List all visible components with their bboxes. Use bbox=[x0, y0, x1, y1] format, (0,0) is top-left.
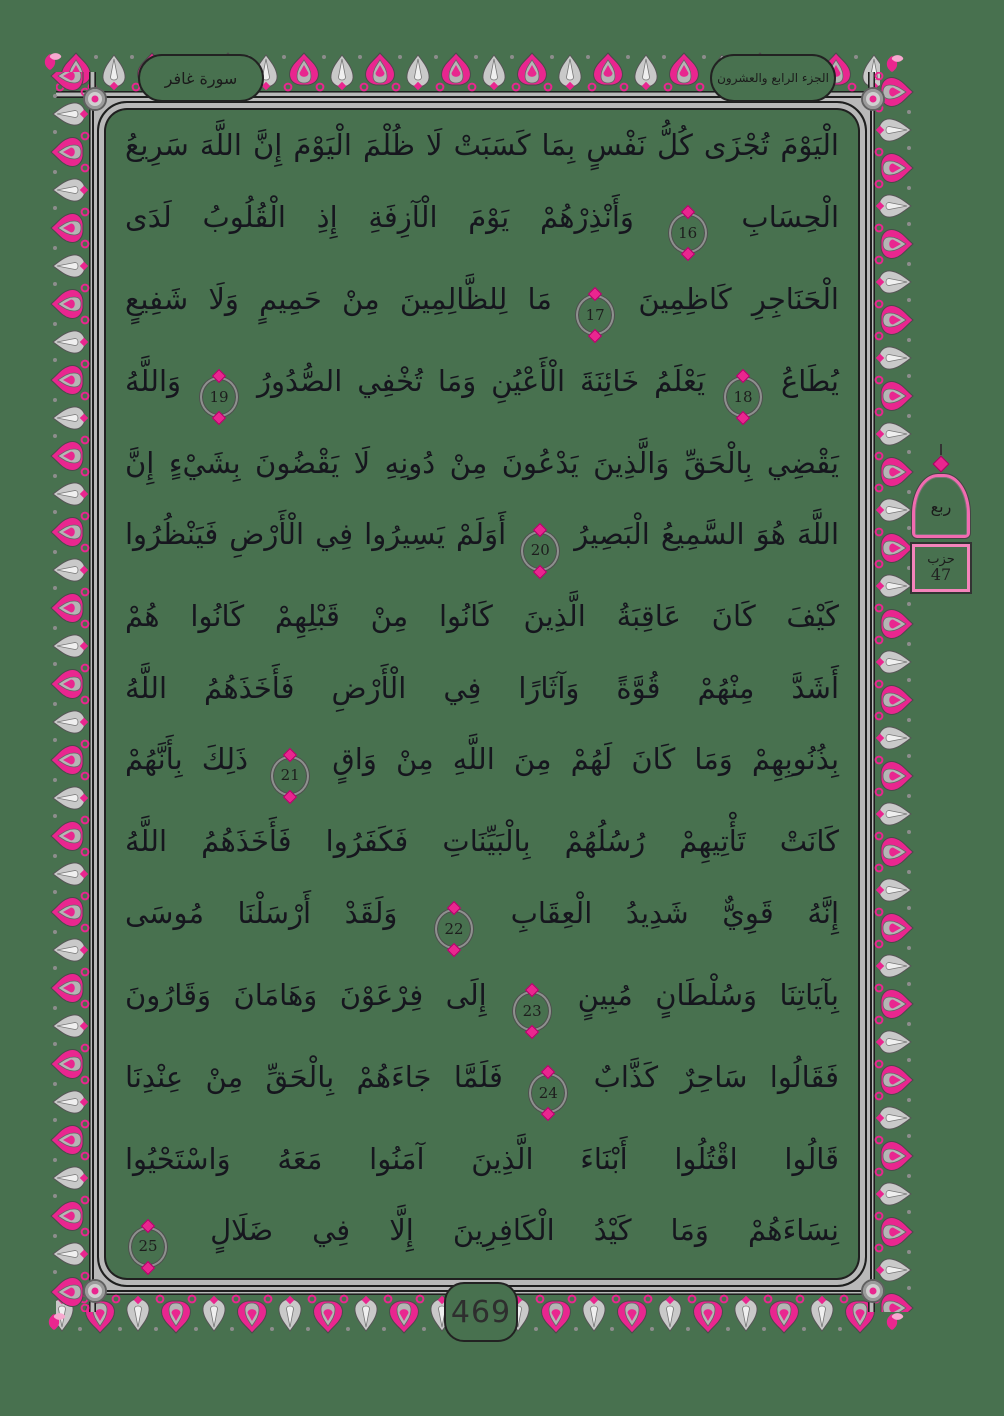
frame-rule bbox=[92, 96, 872, 1292]
ayah-text: إِلَى فِرْعَوْنَ وَهَامَانَ وَقَارُونَ bbox=[125, 977, 487, 1012]
ayah-number: 18 bbox=[733, 387, 753, 406]
ayah-end-marker bbox=[669, 213, 707, 253]
mushaf-line bbox=[125, 355, 839, 418]
corner-flower-icon bbox=[46, 1312, 66, 1332]
ayah-number: 21 bbox=[280, 766, 300, 785]
quarter-dome bbox=[912, 474, 970, 538]
ayah-end-marker bbox=[521, 531, 559, 571]
marker-diamond-icon bbox=[933, 456, 950, 473]
ayah-text: بِآيَاتِنَا وَسُلْطَانٍ مُبِينٍ bbox=[577, 977, 839, 1012]
ayah-number: 19 bbox=[209, 387, 229, 406]
ayah-end-marker bbox=[271, 756, 309, 796]
corner-rosette-icon bbox=[861, 1279, 885, 1303]
ayah-text: أَشَدَّ مِنْهُمْ قُوَّةً وَآثَارًا فِي الْأَرْضِ فَأَخَذَهُمُ اللَّهُ bbox=[125, 670, 839, 705]
mushaf-line bbox=[125, 508, 839, 571]
mushaf-line bbox=[125, 590, 839, 642]
ayah-number: 24 bbox=[538, 1083, 558, 1102]
ayah-text: الْحَنَاجِرِ كَاظِمِينَ bbox=[638, 281, 839, 316]
hizb-label: حزب bbox=[927, 552, 955, 567]
ayah-text: فَقَالُوا سَاحِرٌ كَذَّابٌ bbox=[593, 1059, 840, 1094]
ayah-end-marker bbox=[129, 1227, 167, 1267]
corner-flower-icon bbox=[42, 52, 62, 72]
ayah-end-marker bbox=[724, 377, 762, 417]
mushaf-line bbox=[125, 815, 839, 867]
mushaf-line bbox=[125, 1204, 839, 1267]
marker-finial-icon bbox=[940, 444, 942, 455]
ayah-text: يَعْلَمُ خَائِنَةَ الْأَعْيُنِ وَمَا تُخْفِي الصُّدُورُ bbox=[256, 363, 706, 398]
right-ornament-border bbox=[868, 72, 916, 1312]
corner-rosette-icon bbox=[83, 1279, 107, 1303]
ayah-text: قَالُوا اقْتُلُوا أَبْنَاءَ الَّذِينَ آمَنُوا مَعَهُ وَاسْتَحْيُوا bbox=[125, 1141, 839, 1176]
mushaf-line bbox=[125, 119, 839, 171]
ayah-text: يُطَاعُ bbox=[781, 363, 839, 398]
corner-flower-icon bbox=[884, 1312, 904, 1332]
corner-flower-icon bbox=[884, 54, 904, 74]
ayah-number: 22 bbox=[444, 919, 464, 938]
page-number: 469 bbox=[450, 1294, 512, 1330]
ayah-number: 25 bbox=[138, 1237, 158, 1256]
ayah-text: اللَّهَ هُوَ السَّمِيعُ الْبَصِيرُ bbox=[574, 517, 839, 552]
juz-name-label: الجزء الرابع والعشرون bbox=[717, 71, 829, 85]
ayah-text: بِذُنُوبِهِمْ وَمَا كَانَ لَهُمْ مِنَ اللَّهِ مِنْ وَاقٍ bbox=[332, 742, 840, 777]
ayah-text: وَاللَّهُ bbox=[125, 363, 182, 398]
left-ornament-border bbox=[48, 72, 96, 1312]
ayah-text: فَلَمَّا جَاءَهُمْ بِالْحَقِّ مِنْ عِنْدِنَا bbox=[125, 1059, 503, 1094]
ayah-end-marker bbox=[435, 909, 473, 949]
ayah-number: 23 bbox=[522, 1001, 542, 1020]
juz-name-cartouche bbox=[710, 54, 836, 102]
ayah-text: وَلَقَدْ أَرْسَلْنَا مُوسَى bbox=[125, 895, 398, 930]
hizb-number-box bbox=[910, 542, 972, 594]
mushaf-line bbox=[125, 887, 839, 950]
page-number-cartouche bbox=[444, 1282, 518, 1342]
ayah-text: مَا لِلظَّالِمِينَ مِنْ حَمِيمٍ وَلَا شَفِيعٍ bbox=[125, 281, 552, 316]
ayah-number: 20 bbox=[530, 541, 550, 560]
ayah-end-marker bbox=[200, 377, 238, 417]
mushaf-line bbox=[125, 1133, 839, 1185]
ayah-text: أَوَلَمْ يَسِيرُوا فِي الْأَرْضِ فَيَنْظُرُوا bbox=[125, 517, 507, 552]
quarter-label: ربع bbox=[930, 496, 952, 516]
ayah-text: إِنَّهُ قَوِيٌّ شَدِيدُ الْعِقَابِ bbox=[510, 895, 840, 930]
ayah-number: 16 bbox=[678, 223, 698, 242]
mushaf-line bbox=[125, 437, 839, 489]
ayah-text: الْيَوْمَ تُجْزَى كُلُّ نَفْسٍ بِمَا كَسَبَتْ لَا ظُلْمَ الْيَوْمَ إِنَّ اللَّهَ سَرِيعُ bbox=[125, 128, 839, 162]
ayah-text: الْحِسَابِ bbox=[741, 199, 840, 234]
mushaf-line bbox=[125, 273, 839, 336]
mushaf-line bbox=[125, 733, 839, 796]
mushaf-line bbox=[125, 191, 839, 254]
ayah-number: 17 bbox=[585, 305, 605, 324]
ayah-text: كَيْفَ كَانَ عَاقِبَةُ الَّذِينَ كَانُوا مِنْ قَبْلِهِمْ كَانُوا هُمْ bbox=[125, 599, 839, 634]
mushaf-line bbox=[125, 1051, 839, 1114]
mushaf-line bbox=[125, 969, 839, 1032]
ayah-text: كَانَتْ تَأْتِيهِمْ رُسُلُهُمْ بِالْبَيِّنَاتِ فَكَفَرُوا فَأَخَذَهُمُ اللَّهُ bbox=[125, 824, 839, 859]
ayah-text: ذَلِكَ بِأَنَّهُمْ bbox=[125, 742, 248, 777]
hizb-number: 47 bbox=[930, 565, 952, 584]
corner-rosette-icon bbox=[83, 87, 107, 111]
text-frame bbox=[97, 101, 867, 1287]
ayah-end-marker bbox=[513, 991, 551, 1031]
hizb-quarter-marker bbox=[908, 444, 974, 594]
corner-rosette-icon bbox=[861, 87, 885, 111]
surah-name-cartouche bbox=[138, 54, 264, 102]
mushaf-line bbox=[125, 662, 839, 714]
mushaf-lines bbox=[125, 119, 839, 1267]
surah-name-label: سورة غافر bbox=[164, 68, 238, 88]
ayah-text: وَأَنْذِرْهُمْ يَوْمَ الْآزِفَةِ إِذِ الْقُلُوبُ لَدَى bbox=[125, 199, 634, 234]
ayah-text: نِسَاءَهُمْ وَمَا كَيْدُ الْكَافِرِينَ إِلَّا فِي ضَلَالٍ bbox=[210, 1213, 840, 1248]
ayah-end-marker bbox=[529, 1073, 567, 1113]
ayah-end-marker bbox=[576, 295, 614, 335]
ayah-text: يَقْضِي بِالْحَقِّ وَالَّذِينَ يَدْعُونَ مِنْ دُونِهِ لَا يَقْضُونَ بِشَيْءٍ إِنَّ bbox=[125, 445, 839, 480]
